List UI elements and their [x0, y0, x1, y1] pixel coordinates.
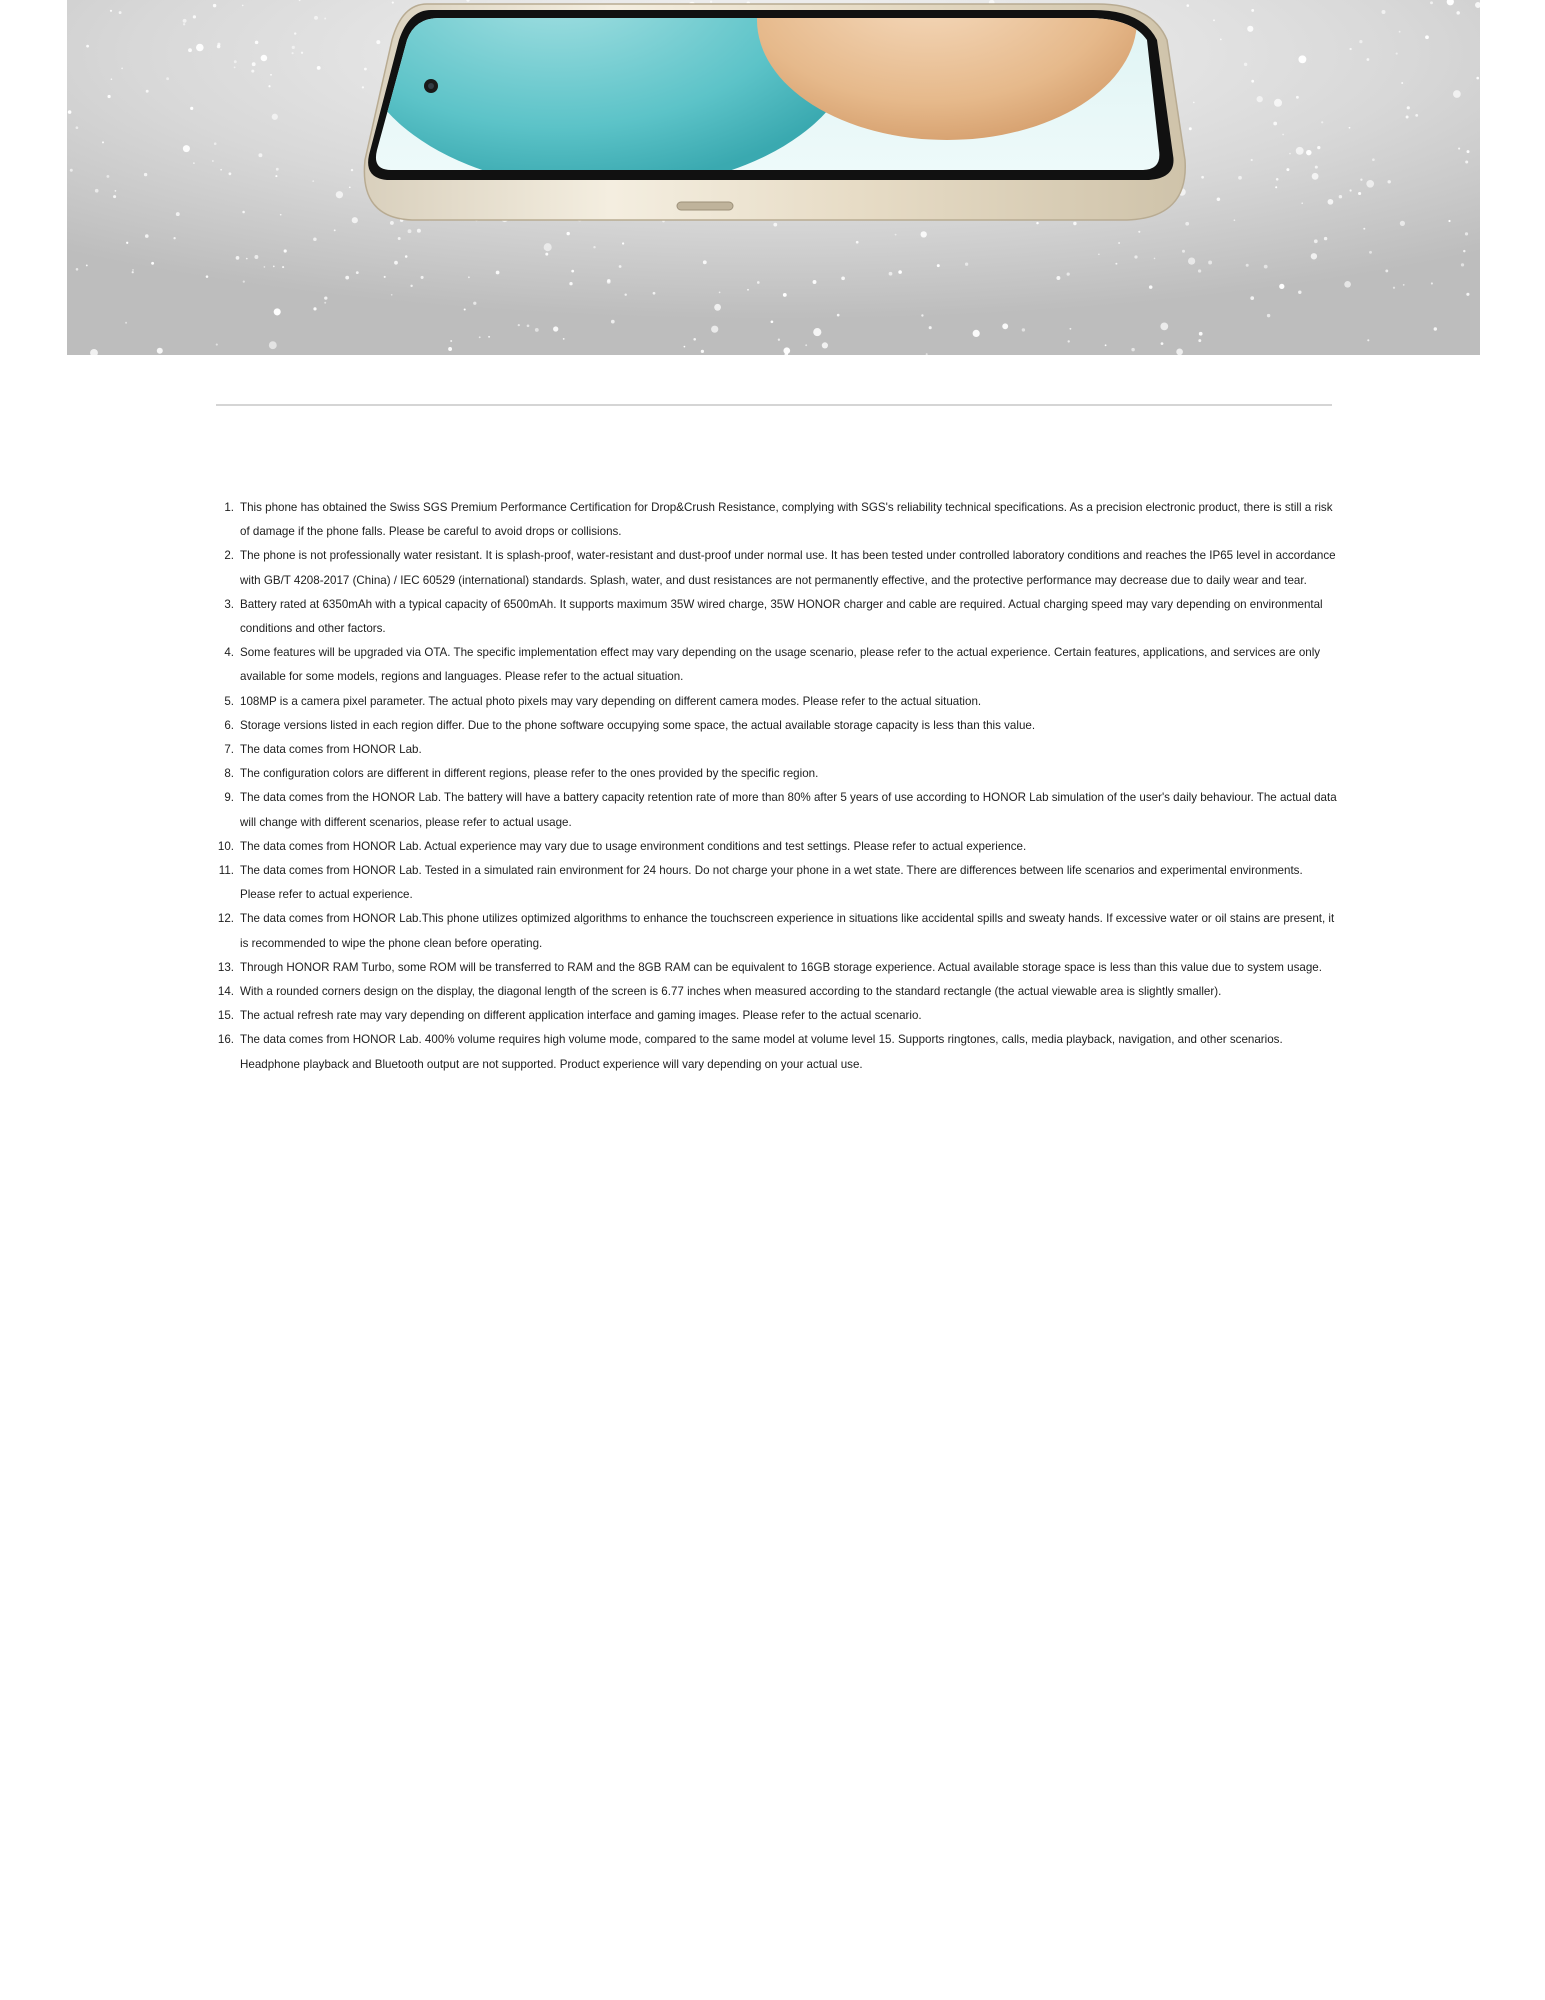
footnote-number: 7. [224, 743, 234, 757]
footnote-number: 8. [224, 767, 234, 781]
footnote-text: The phone is not professionally water resistant. It is splash-proof, water-resistant and dust-proof under normal use. It has been tested under controlled laboratory conditions and reaches the IP65 level in accordance with GB/T 4208-2017 (China) / IEC 60529 (international) standards. Splash, water, and dust resistances are not permanently effective, and the protective performance may decrease due to daily wear and tear. [240, 549, 1336, 587]
footnote-text: The data comes from HONOR Lab. 400% volume requires high volume mode, compared to the same model at volume level 15. Supports ringtones, calls, media playback, navigation, and other scenarios. Headphone playback and Bluetooth output are not supported. Product experience will vary depending on your actual use. [240, 1033, 1283, 1071]
footnote-text: The data comes from HONOR Lab.This phone utilizes optimized algorithms to enhance the touchscreen experience in situations like accidental spills and sweaty hands. If excessive water or oil stains are present, it is recommended to wipe the phone clean before operating. [240, 912, 1335, 950]
footnote-number: 9. [224, 791, 234, 805]
footnote-item [216, 1004, 1341, 1028]
footnote-number: 16. [217, 1033, 234, 1047]
footnote-number: 6. [224, 718, 234, 732]
footnote-number: 5. [224, 694, 234, 708]
footnote-item [216, 714, 1341, 738]
footnote-item [216, 1028, 1341, 1076]
footnote-number: 10. [217, 839, 234, 853]
footnote-number: 4. [224, 646, 234, 660]
footnote-text: Through HONOR RAM Turbo, some ROM will be transferred to RAM and the 8GB RAM can be equivalent to 16GB storage experience. Actual available storage space is less than this value due to system usage. [240, 960, 1322, 974]
footnote-item [216, 544, 1341, 592]
footnote-text: The data comes from HONOR Lab. [240, 743, 422, 757]
footnote-text: The data comes from HONOR Lab. Tested in a simulated rain environment for 24 hours. Do not charge your phone in a wet state. There are differences between life scenarios and experimental environments. Please refer to actual experience. [240, 864, 1303, 902]
phone-product-image [67, 0, 1480, 355]
footnote-item [216, 835, 1341, 859]
footnote-number: 3. [224, 597, 234, 611]
footnote-item [216, 641, 1341, 689]
footnote-text: 108MP is a camera pixel parameter. The actual photo pixels may vary depending on different camera modes. Please refer to the actual situation. [240, 694, 982, 708]
footnote-text: Storage versions listed in each region differ. Due to the phone software occupying some space, the actual available storage capacity is less than this value. [240, 718, 1036, 732]
footnote-item [216, 956, 1341, 980]
footnote-item [216, 762, 1341, 786]
footnote-item [216, 907, 1341, 955]
footnote-number: 13. [217, 960, 234, 974]
footnote-item [216, 496, 1341, 544]
footnote-text: Some features will be upgraded via OTA. The specific implementation effect may vary depending on the usage scenario, please refer to the actual experience. Certain features, applications, and services are only available for some models, regions and languages. Please refer to the actual situation. [240, 646, 1321, 684]
footnote-text: The actual refresh rate may vary depending on different application interface and gaming images. Please refer to the actual scenario. [240, 1009, 922, 1023]
footnote-item [216, 593, 1341, 641]
footnote-text: Battery rated at 6350mAh with a typical capacity of 6500mAh. It supports maximum 35W wired charge, 35W HONOR charger and cable are required. Actual charging speed may vary depending on environmental conditions and other factors. [240, 597, 1323, 636]
footnote-item [216, 786, 1341, 834]
footnote-number: 15. [217, 1009, 234, 1023]
footnote-text: The data comes from the HONOR Lab. The battery will have a battery capacity retention rate of more than 80% after 5 years of use according to HONOR Lab simulation of the user's daily behaviour. The actual data will change with different scenarios, please refer to actual usage. [240, 791, 1337, 829]
footnote-number: 1. [224, 501, 234, 514]
footnotes-list [216, 496, 1341, 1077]
footnote-item [216, 980, 1341, 1004]
footnote-item [216, 859, 1341, 907]
footnote-number: 2. [224, 549, 234, 563]
footnote-item [216, 738, 1341, 762]
hero-banner [67, 0, 1480, 355]
footnote-text: With a rounded corners design on the display, the diagonal length of the screen is 6.77 inches when measured according to the standard rectangle (the actual viewable area is slightly smaller). [240, 985, 1222, 999]
footnote-text: The data comes from HONOR Lab. Actual experience may vary due to usage environment conditions and test settings. Please refer to actual experience. [240, 839, 1027, 853]
section-divider [216, 404, 1332, 406]
footnote-text: This phone has obtained the Swiss SGS Premium Performance Certification for Drop&Crush Resistance, complying with SGS's reliability technical specifications. As a precision electronic product, there is still a risk of damage if the phone falls. Please be careful to avoid drops or collisions. [240, 501, 1333, 539]
footnote-item [216, 690, 1341, 714]
footnote-number: 12. [217, 912, 234, 926]
footnote-text: The configuration colors are different in different regions, please refer to the ones provided by the specific region. [240, 767, 819, 781]
footnote-number: 11. [218, 864, 234, 878]
footnote-number: 14. [217, 985, 234, 999]
